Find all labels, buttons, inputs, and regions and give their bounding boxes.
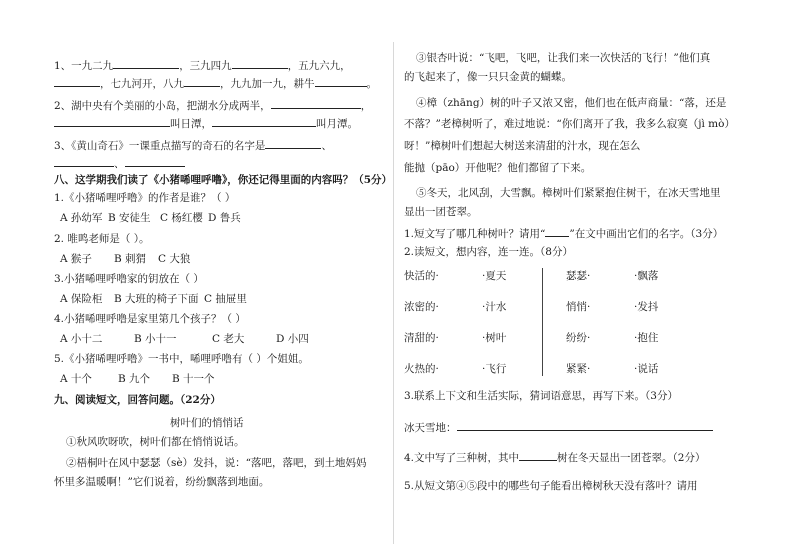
q3-line2: 、 [54, 156, 185, 171]
s8-q4-option-c[interactable]: C 老大 [212, 333, 245, 345]
answer-blank[interactable] [212, 116, 316, 127]
q1-line2: ，七九河开，八九 ，九九加一九，耕牛 。 [54, 76, 377, 91]
q2-line2: 叫日潭， 叫月潭。 [54, 116, 358, 131]
passage-p4-line3: 呀！”樟树叶们想起大树送来清甜的汁水，现在怎么 [404, 140, 641, 152]
passage-title: 树叶们的悄悄话 [170, 417, 244, 429]
r-q1: 1.短文写了哪几种树叶？请用“ ”在文中画出它们的名字。（3分） [404, 228, 724, 240]
s8-q1-option-b[interactable]: B 安徒生 [108, 212, 151, 224]
left-column [0, 0, 393, 544]
s8-q4-option-a[interactable]: A 小十二 [60, 333, 103, 345]
passage-p5-line1: ⑤冬天，北风刮，大雪飘。樟树叶们紧紧抱住树干，在冰天雪地里 [416, 187, 721, 199]
match-col1-3[interactable]: 清甜的· [404, 332, 439, 344]
answer-blank[interactable] [271, 98, 361, 109]
s8-q2-stem: 2. 唯鸣老师是（ ）。 [54, 233, 150, 245]
passage-p2-line2: 怀里多温暖啊！”它们说着，纷纷飘落到地面。 [54, 476, 270, 488]
answer-blank[interactable] [113, 58, 179, 69]
s8-q3-option-a[interactable]: A 保险柜 [60, 293, 103, 305]
match-col3-3[interactable]: 纷纷· [566, 332, 591, 344]
s8-q5-option-a[interactable]: A 十个 [60, 373, 92, 385]
q2-line1: 2、湖中央有个美丽的小岛，把湖水分成两半， ， [54, 100, 372, 112]
s8-q2-option-c[interactable]: C 大狼 [158, 253, 191, 265]
match-col2-2[interactable]: ·汁水 [482, 301, 507, 313]
column-divider [393, 42, 394, 544]
s8-q1-option-c[interactable]: C 杨红樱 [160, 212, 203, 224]
r-q3: 3.联系上下文和生活实际，猜词语意思，再写下来。（3分） [404, 390, 678, 402]
passage-p4-line2: 不落？”老樟树听了，难过地说：“你们离开了我，我多么寂寞（jì mò） [404, 118, 735, 130]
answer-blank[interactable] [125, 156, 185, 167]
r-q2: 2.读短文，想内容，连一连。（8分） [404, 246, 573, 258]
r-q3-answer: 冰天雪地： [404, 420, 713, 435]
q1-line1: 1、一九二九 ，三九四九 ，五九六九， [54, 60, 351, 72]
match-col4-4[interactable]: ·说话 [634, 363, 659, 375]
s8-q2-option-b[interactable]: B 刺猬 [114, 253, 147, 265]
passage-p5-line2: 显出一团苍翠。 [404, 206, 478, 218]
s8-q1-stem: 1.《小猪唏哩呼噜》的作者是谁？（ ） [54, 192, 236, 204]
answer-blank[interactable] [232, 58, 288, 69]
match-col2-1[interactable]: ·夏天 [482, 270, 507, 282]
passage-p4-line1: ④樟（zhāng）树的叶子又浓又密，他们也在低声商量：“落，还是 [416, 97, 727, 109]
answer-blank[interactable] [265, 138, 321, 149]
answer-blank[interactable] [545, 226, 569, 237]
match-col4-3[interactable]: ·抱住 [634, 332, 659, 344]
section9-heading: 九、阅读短文，回答问题。（22分） [54, 394, 221, 406]
right-column [398, 0, 794, 544]
passage-p2-line1: ②梧桐叶在风中瑟瑟（sè）发抖，说：“落吧，落吧，到土地妈妈 [66, 457, 367, 469]
match-col3-1[interactable]: 瑟瑟· [566, 270, 591, 282]
match-col1-1[interactable]: 快活的· [404, 270, 439, 282]
s8-q2-option-a[interactable]: A 猴子 [60, 253, 92, 265]
answer-blank[interactable] [315, 76, 367, 87]
match-col4-2[interactable]: ·发抖 [634, 301, 659, 313]
passage-p4-line4: 能抛（pāo）开他呢？他们都留了下来。 [404, 162, 592, 174]
match-col3-4[interactable]: 紧紧· [566, 363, 591, 375]
match-col2-3[interactable]: ·树叶 [482, 332, 507, 344]
section8-heading: 八、这学期我们读了《小猪唏哩呼噜》，你还记得里面的内容吗？（5分） [54, 174, 393, 186]
match-col1-2[interactable]: 浓密的· [404, 301, 439, 313]
r-q5: 5.从短文第④⑤段中的哪些句子能看出樟树秋天没有落叶？请用 [404, 480, 698, 492]
answer-blank[interactable] [519, 450, 557, 461]
s8-q3-option-c[interactable]: C 抽屉里 [204, 293, 247, 305]
passage-p1: ①秋风吹呀吹，树叶们都在悄悄说话。 [66, 436, 245, 448]
s8-q1-option-d[interactable]: D 鲁兵 [208, 212, 241, 224]
answer-blank[interactable] [54, 156, 114, 167]
s8-q4-stem: 4.小猪唏哩呼噜是家里第几个孩子？（ ） [54, 313, 246, 325]
s8-q5-option-c[interactable]: B 十一个 [172, 373, 215, 385]
s8-q4-option-d[interactable]: D 小四 [276, 333, 309, 345]
q3-line1: 3、《黄山奇石》一课重点描写的奇石的名字是 、 [54, 140, 332, 152]
s8-q5-option-b[interactable]: B 九个 [118, 373, 151, 385]
s8-q4-option-b[interactable]: B 小十一 [134, 333, 177, 345]
match-col1-4[interactable]: 火热的· [404, 363, 439, 375]
match-separator [542, 268, 543, 376]
r-q4: 4.文中写了三种树，其中 树在冬天显出一团苍翠。（2分） [404, 452, 706, 464]
passage-p3-line1: ③银杏叶说：“飞吧，飞吧，让我们来一次快活的飞行！”他们真 [416, 52, 711, 64]
match-col3-2[interactable]: 悄悄· [566, 301, 591, 313]
answer-blank[interactable] [54, 116, 170, 127]
s8-q3-stem: 3.小猪唏哩呼噜家的钥放在（ ） [54, 273, 204, 285]
s8-q1-option-a[interactable]: A 孙幼军 [60, 212, 103, 224]
answer-blank[interactable] [184, 76, 220, 87]
passage-p3-line2: 的飞起来了，像一只只金黄的蝴蝶。 [404, 71, 572, 83]
match-col2-4[interactable]: ·飞行 [482, 363, 507, 375]
match-col4-1[interactable]: ·飘落 [634, 270, 659, 282]
s8-q3-option-b[interactable]: B 大班的椅子下面 [114, 293, 199, 305]
s8-q5-stem: 5.《小猪唏哩呼噜》一书中，唏哩呼噜有（ ）个姐姐。 [54, 353, 309, 365]
answer-line[interactable] [457, 420, 713, 431]
answer-blank[interactable] [54, 76, 100, 87]
